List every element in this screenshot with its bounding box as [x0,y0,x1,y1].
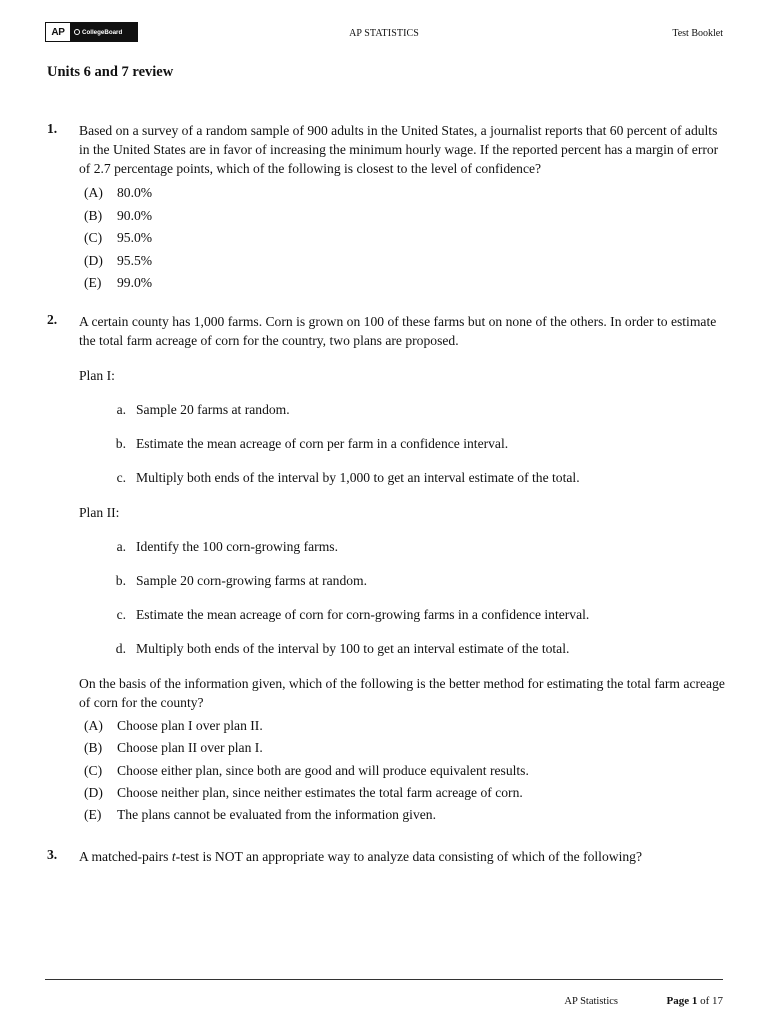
choice-letter: (A) [84,185,103,200]
plan-step [108,537,727,556]
question-2 [47,312,727,826]
plan-1-label: Plan I: [79,368,115,383]
step-text: Multiply both ends of the interval by 100 to get an interval estimate of the total. [136,641,570,656]
choice-text: 90.0% [117,207,153,223]
logo-ap-text: AP [51,26,65,38]
question-number: 3. [47,847,58,862]
choice-text: 99.0% [117,275,153,290]
step-text: Multiply both ends of the interval by 1,000 to get an interval estimate of the total. [136,470,580,485]
answer-choice[interactable] [84,272,727,295]
choice-letter: (B) [84,740,103,756]
question-text [79,847,727,866]
plan-step [108,400,727,419]
answer-choice[interactable] [84,760,727,782]
choice-text: The plans cannot be evaluated from the information given. [117,807,436,823]
choice-text: Choose plan II over plan I. [117,740,263,756]
step-letter: c. [116,607,126,622]
choice-text: Choose neither plan, since neither estimates the total farm acreage of corn. [117,784,523,800]
question-text-start: A matched-pairs [79,849,172,864]
step-text: Sample 20 farms at random. [136,402,290,417]
step-letter: b. [115,573,126,588]
header-subject: AP STATISTICS [349,28,419,39]
answer-choice[interactable] [84,737,727,759]
step-letter: d. [115,641,126,656]
question-3 [47,847,727,866]
question-1 [47,121,727,295]
footer-subject: AP Statistics [564,996,618,1007]
plan-step [108,605,727,624]
choice-text: Choose either plan, since both are good and will produce equivalent results. [117,762,529,778]
choice-text: 95.0% [117,230,153,245]
question-prompt: On the basis of the information given, which of the following is the better method for estimating the total farm acreage of corn for the county? [79,676,725,710]
question-text-end: -test is NOT an appropriate way to analyze data consisting of which of the following? [175,849,642,864]
question-text: Based on a survey of a random sample of 900 adults in the United States, a journalist reports that 60 percent of adults in the United States are in favor of increasing the minimum hourly wage. If the reported percent has a margin of error of 2.7 percentage points, which of the following is closest to the level of confidence? [79,123,719,176]
page-number: Page 1 [666,995,698,1007]
question-number: 1. [47,121,58,136]
page-title: Units 6 and 7 review [47,64,174,80]
question-text-italic: t [171,849,176,864]
choice-letter: (A) [84,718,103,733]
step-text: Sample 20 corn-growing farms at random. [136,573,368,588]
answer-choice[interactable] [84,782,727,804]
choice-letter: (E) [84,275,102,290]
plan-step [108,434,727,453]
answer-choice[interactable] [84,715,727,737]
page-header [45,20,723,44]
step-letter: c. [116,470,126,485]
choice-text: Choose plan I over plan II. [117,718,263,733]
choice-letter: (D) [84,252,103,268]
step-text: Estimate the mean acreage of corn for corn-growing farms in a confidence interval. [136,607,590,622]
answer-choice[interactable] [84,227,727,250]
choice-letter: (C) [84,230,103,245]
header-booklet-label: Test Booklet [672,28,723,39]
answer-choice[interactable] [84,804,727,826]
choice-letter: (E) [84,807,102,823]
answer-choice[interactable] [84,250,727,273]
choice-letter: (B) [84,207,103,223]
page-indicator [666,995,723,1007]
plan-2-label: Plan II: [79,505,120,520]
choice-text: 95.5% [117,252,153,268]
logo-brand-text: CollegeBoard [82,28,123,36]
answer-choices [84,715,727,826]
step-text: Estimate the mean acreage of corn per farm in a confidence interval. [136,436,509,451]
step-letter: b. [115,436,126,451]
choice-text: 80.0% [117,185,153,200]
plan-step [108,468,727,487]
page-total: of 17 [700,995,723,1007]
plan-step [108,639,727,658]
question-text: A certain county has 1,000 farms. Corn is grown on 100 of these farms but on none of the others. In order to estimate the total farm acreage of corn for the country, two plans are proposed. [79,314,717,348]
choice-letter: (D) [84,784,103,800]
question-number: 2. [47,312,58,327]
plan-step [108,571,727,590]
answer-choices [84,182,727,295]
step-letter: a. [116,402,126,417]
plan-1-steps [108,400,727,487]
footer-divider [45,979,723,980]
step-text: Identify the 100 corn-growing farms. [136,539,338,554]
plan-2-steps [108,537,727,658]
answer-choice[interactable] [84,205,727,228]
choice-letter: (C) [84,762,103,778]
answer-choice[interactable] [84,182,727,205]
step-letter: a. [116,539,126,554]
